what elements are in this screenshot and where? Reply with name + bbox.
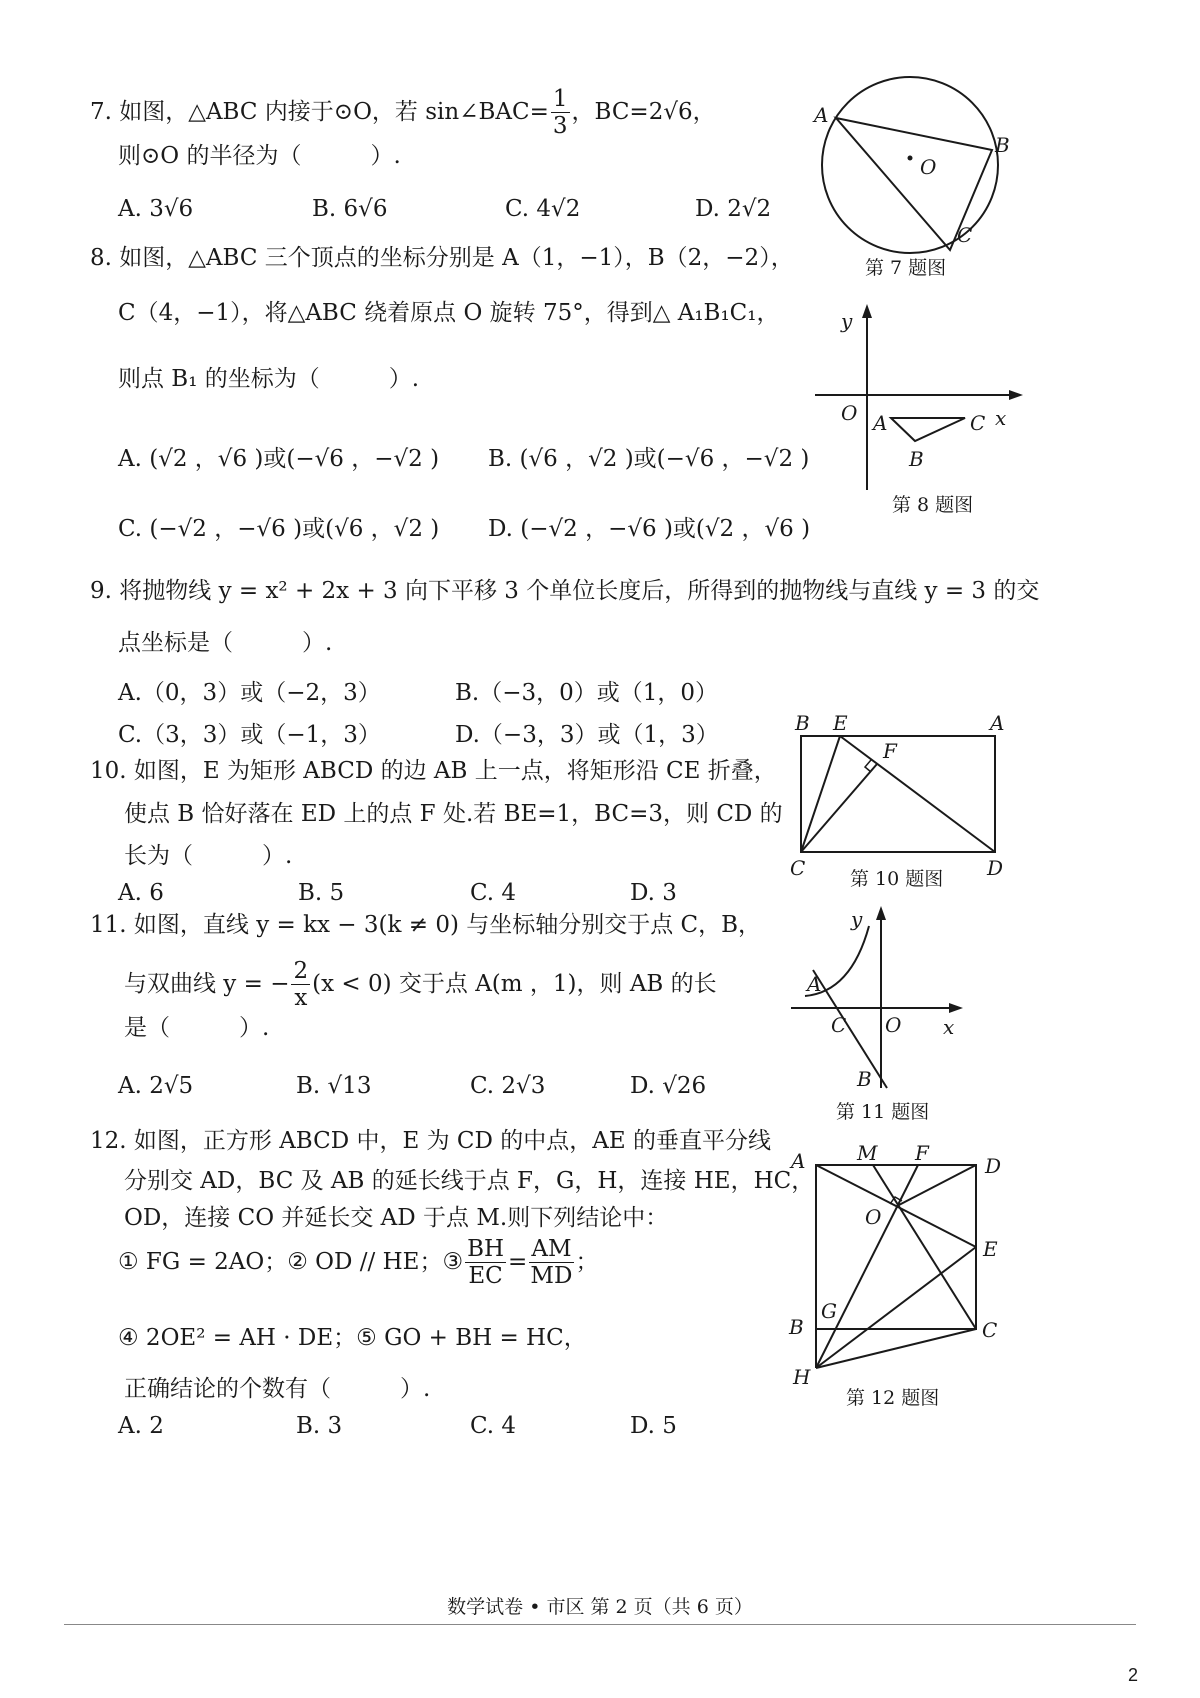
q11-line1: 11. 如图，直线 y = kx − 3(k ≠ 0) 与坐标轴分别交于点 C，B， [90,912,762,938]
q7-option-d: D. 2√2 [695,196,772,222]
q7-label-c: C [957,223,973,247]
q10-caption: 第 10 题图 [850,868,944,890]
q10-figure [785,710,1015,885]
q12-line-he [816,1247,976,1368]
q12-frac2-num: AM [531,1236,572,1262]
q12-equals: = [508,1249,528,1275]
q10-line-ec [801,736,840,852]
q11-caption: 第 11 题图 [836,1101,930,1123]
q12-option-c: C. 4 [470,1413,517,1439]
q7-label-b: B [995,133,1010,157]
q7-option-a: A. 3√6 [118,196,194,222]
q12-frac2-den: MD [530,1263,573,1289]
q8-option-c: C. (−√2 ，−√6 )或(√6 ，√2 ) [118,516,440,542]
q12-fraction-am-md [529,1238,573,1288]
q10-label-e: E [833,711,848,735]
page-number: 2 [1127,1665,1138,1685]
q12-label-e: E [983,1237,998,1261]
q11-label-y: y [851,907,863,931]
q10-label-a: A [990,711,1005,735]
q11-text-b: (x < 0) 交于点 A(m ，1)，则 AB 的长 [312,971,717,997]
q12-line5: ④ 2OE² = AH · DE；⑤ GO + BH = HC， [118,1325,587,1351]
footer-divider [64,1624,1136,1625]
q11-label-b: B [857,1067,872,1090]
q11-text-a: 与双曲线 y = − [124,971,290,997]
q11-line2 [124,960,717,1010]
q12-label-g: G [821,1299,837,1323]
q11-line3: 是（ ）. [124,1015,270,1041]
q10-label-d: D [987,856,1004,880]
q12-line-od [897,1165,976,1206]
q12-line-hf [816,1165,918,1368]
q10-label-b: B [795,711,810,735]
q9-line2: 点坐标是（ ）. [118,630,333,656]
q10-line-ed [840,736,995,852]
q12-line-hc [816,1329,976,1368]
q11-label-o: O [885,1013,902,1037]
q7-line1 [90,88,716,138]
q8-triangle [891,418,965,441]
q8-line1: 8. 如图，△ABC 三个顶点的坐标分别是 A（1，−1），B（2，−2）， [90,245,794,271]
q7-caption: 第 7 题图 [865,257,947,279]
q12-semicolon: ； [575,1249,599,1275]
q11-option-c: C. 2√3 [470,1073,546,1099]
q11-label-c: C [831,1013,847,1037]
q12-line1: 12. 如图，正方形 ABCD 中，E 为 CD 的中点，AE 的垂直平分线 [90,1128,771,1154]
q8-option-a: A. (√2 ，√6 )或(−√6 ，−√2 ) [118,446,440,472]
q8-line2: C（4，−1），将△ABC 绕着原点 O 旋转 75°，得到△ A₁B₁C₁， [118,300,780,326]
q7-option-b: B. 6√6 [312,196,388,222]
q7-option-c: C. 4√2 [505,196,581,222]
q11-line [813,970,887,1088]
q8-x-arrow [1009,390,1023,400]
q12-option-b: B. 3 [296,1413,343,1439]
q7-frac-num: 1 [552,86,568,112]
q9-option-b: B.（−3，0）或（1，0） [455,680,719,706]
q8-option-d: D. (−√2 ，−√6 )或(√2 ，√6 ) [488,516,811,542]
q11-fraction [291,960,310,1010]
q9-option-d: D.（−3，3）或（1，3） [455,722,719,748]
q9-option-c: C.（3，3）或（−1，3） [118,722,381,748]
q7-line2: 则⊙O 的半径为（ ）. [118,143,401,169]
q7-label-a: A [814,103,829,127]
q8-label-x: x [995,406,1007,430]
q9-option-a: A.（0，3）或（−2，3） [118,680,381,706]
q11-y-arrow [876,906,886,920]
q7-label-o: O [920,155,937,179]
q11-figure [785,900,975,1090]
q10-option-c: C. 4 [470,880,517,906]
q12-label-c: C [982,1318,998,1342]
q12-label-f: F [915,1141,929,1165]
q7-figure [800,70,1030,270]
q12-line6: 正确结论的个数有（ ）. [124,1376,431,1402]
q10-right-angle [865,760,871,772]
q7-fraction [551,88,570,138]
q12-frac1-den: EC [468,1263,503,1289]
q12-label-h: H [793,1365,811,1389]
q8-label-a: A [873,411,888,435]
q12-label-m: M [857,1141,878,1165]
q8-label-o: O [841,401,858,425]
q10-line3: 长为（ ）. [124,843,293,869]
q11-label-x: x [943,1015,955,1039]
q10-option-a: A. 6 [118,880,164,906]
q11-frac-den: x [294,985,308,1011]
q11-option-a: A. 2√5 [118,1073,194,1099]
q11-label-a: A [807,972,822,996]
q10-option-d: D. 3 [630,880,677,906]
q12-conclusions-1-3: ① FG = 2AO；② OD // HE；③ [118,1249,464,1275]
q12-figure [785,1140,1025,1390]
q12-line-cm [873,1165,976,1329]
q8-label-b: B [909,447,924,471]
q12-frac1-num: BH [467,1236,505,1262]
q7-center-dot [908,156,913,161]
q8-line3: 则点 B₁ 的坐标为（ ）. [118,366,420,392]
q11-option-d: D. √26 [630,1073,707,1099]
q10-rectangle [801,736,995,852]
q12-option-d: D. 5 [630,1413,677,1439]
q12-caption: 第 12 题图 [846,1387,940,1409]
q11-x-arrow [949,1003,963,1013]
q9-line1: 9. 将抛物线 y = x² + 2x + 3 向下平移 3 个单位长度后，所得到的抛物线与直线 y = 3 的交 [90,578,1040,604]
q10-line2: 使点 B 恰好落在 ED 上的点 F 处.若 BE=1，BC=3，则 CD 的 [124,801,783,827]
q12-line2: 分别交 AD，BC 及 AB 的延长线于点 F，G，H，连接 HE，HC， [124,1168,815,1194]
q8-figure [815,300,1025,490]
q7-text-a: 7. 如图，△ABC 内接于⊙O，若 sin∠BAC= [90,99,549,125]
q12-option-a: A. 2 [118,1413,164,1439]
q8-option-b: B. (√6 ，√2 )或(−√6 ，−√2 ) [488,446,810,472]
q10-option-b: B. 5 [298,880,345,906]
q12-label-o: O [865,1205,882,1229]
q10-label-c: C [790,856,806,880]
q8-label-y: y [841,309,853,333]
q8-label-c: C [970,411,986,435]
q12-label-d: D [985,1154,1002,1178]
q8-y-arrow [862,304,872,318]
q10-line-cf [801,764,877,852]
q12-fraction-bh-ec [465,1238,506,1288]
q11-option-b: B. √13 [296,1073,372,1099]
q8-caption: 第 8 题图 [892,494,974,516]
q10-line1: 10. 如图，E 为矩形 ABCD 的边 AB 上一点，将矩形沿 CE 折叠， [90,758,777,784]
q12-label-a: A [791,1149,806,1173]
page-footer: 数学试卷 • 市区 第 2 页（共 6 页） [447,1596,753,1618]
q7-text-b: ，BC=2√6， [571,99,716,125]
q11-frac-num: 2 [293,958,309,984]
q12-square [816,1165,976,1329]
q12-label-b: B [789,1315,804,1339]
q12-line4 [118,1238,599,1288]
q7-frac-den: 3 [552,113,568,139]
q10-label-f: F [883,739,897,763]
q12-line3: OD，连接 CO 并延长交 AD 于点 M.则下列结论中： [124,1205,669,1231]
